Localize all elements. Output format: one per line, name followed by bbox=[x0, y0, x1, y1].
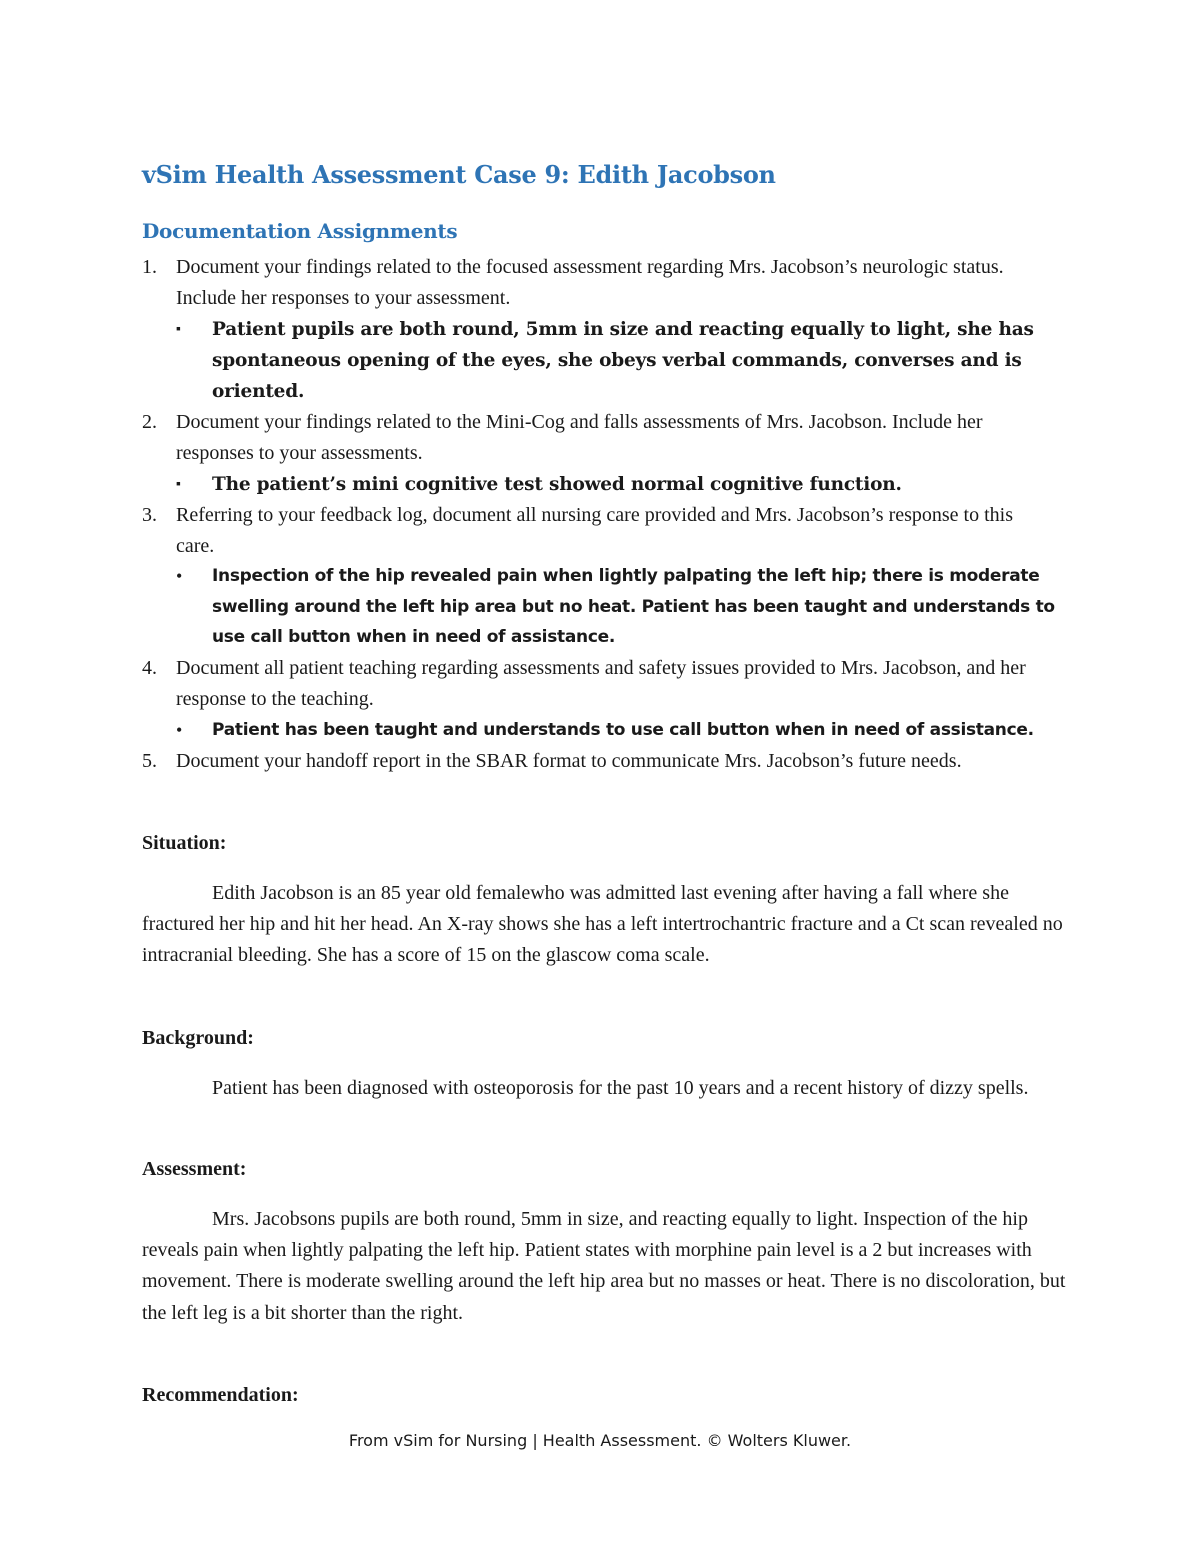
item-text: Document all patient teaching regarding assessments and safety issues provided to Mrs. Jacobson, and her response to the teaching. bbox=[176, 657, 1026, 710]
background-heading: Background: bbox=[142, 1027, 254, 1049]
background-text: Patient has been diagnosed with osteoporosis for the past 10 years and a recent history of dizzy spells. bbox=[212, 1077, 1029, 1099]
item-text: Referring to your feedback log, document all nursing care provided and Mrs. Jacobson’s response to this care. bbox=[176, 504, 1014, 557]
item-number: 4. bbox=[142, 657, 157, 679]
assessment-heading: Assessment: bbox=[142, 1158, 247, 1180]
round-bullet-icon: • bbox=[176, 720, 183, 740]
situation-text: Edith Jacobson is an 85 year old femalewho was admitted last evening after having a fall where she fractured her hip and hit her head. An X-ray shows she has a left intertrochantric fracture and a Ct scan revealed no intracranial bleeding. She has a score of 15 on the glascow coma scale. bbox=[142, 882, 1063, 967]
answer-text: Patient has been taught and understands to use call button when in need of assistance. bbox=[212, 720, 1034, 740]
square-bullet-icon: ▪ bbox=[176, 322, 181, 337]
page-footer: From vSim for Nursing | Health Assessment. © Wolters Kluwer. bbox=[348, 1431, 852, 1450]
round-bullet-icon: • bbox=[176, 566, 183, 586]
item-number: 2. bbox=[142, 411, 157, 433]
item-text: Document your findings related to the focused assessment regarding Mrs. Jacobson’s neurologic status. Include her responses to your assessment. bbox=[176, 256, 1004, 309]
answer-text: Inspection of the hip revealed pain when lightly palpating the left hip; there is moderate swelling around the left hip area but no heat. Patient has been taught and understands to use call button when in need of assistance. bbox=[212, 566, 1055, 647]
square-bullet-icon: ▪ bbox=[176, 477, 181, 492]
recommendation-heading: Recommendation: bbox=[142, 1384, 299, 1406]
assessment-text: Mrs. Jacobsons pupils are both round, 5mm in size, and reacting equally to light. Inspection of the hip reveals pain when lightly palpating the left hip. Patient states with morphine pain level is a 2 but increases with movement. There is moderate swelling around the left hip area but no masses or heat. There is no discoloration, but the left leg is a bit shorter than the right. bbox=[142, 1208, 1066, 1324]
answer-text: Patient pupils are both round, 5mm in size and reacting equally to light, she has spontaneous opening of the eyes, she obeys verbal commands, converses and is oriented. bbox=[212, 319, 1034, 402]
item-number: 1. bbox=[142, 256, 157, 278]
item-number: 3. bbox=[142, 504, 157, 526]
item-text: Document your handoff report in the SBAR format to communicate Mrs. Jacobson’s future needs. bbox=[176, 750, 962, 772]
situation-heading: Situation: bbox=[142, 832, 227, 854]
item-text: Document your findings related to the Mini-Cog and falls assessments of Mrs. Jacobson. Include her responses to your assessments. bbox=[176, 411, 983, 464]
item-number: 5. bbox=[142, 750, 157, 772]
answer-text: The patient’s mini cognitive test showed normal cognitive function. bbox=[212, 474, 902, 495]
document-title: vSim Health Assessment Case 9: Edith Jacobson bbox=[142, 160, 776, 189]
section-subtitle: Documentation Assignments bbox=[142, 219, 458, 243]
